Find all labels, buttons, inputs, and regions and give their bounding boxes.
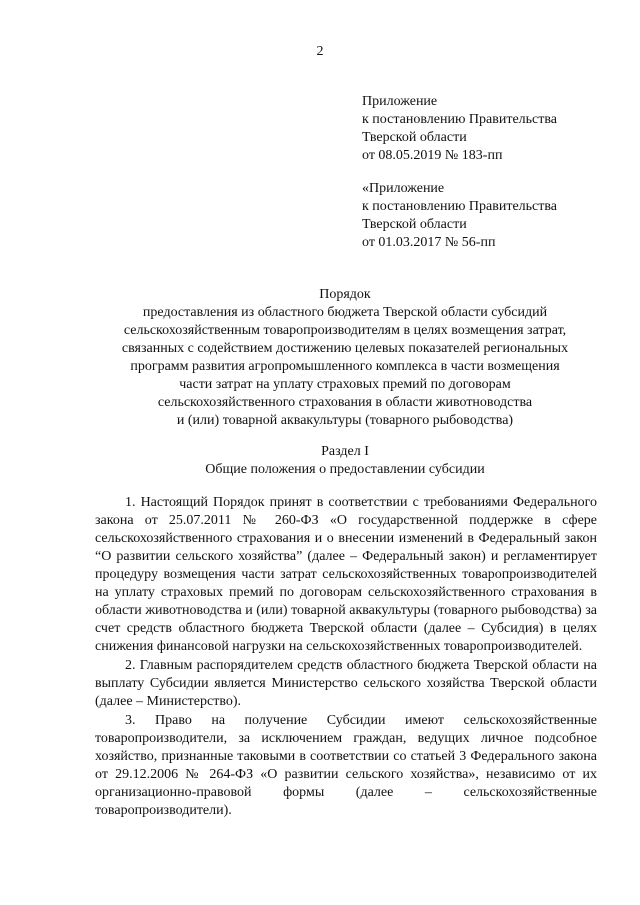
- appendix-original-line2: к постановлению Правительства: [362, 199, 558, 214]
- section-title: Общие положения о предоставлении субсидии: [205, 462, 485, 477]
- appendix-original-line3: Тверской области: [362, 217, 467, 232]
- title-line: предоставления из областного бюджета Тверской области субсидий: [142, 305, 548, 320]
- paragraph-1: 1. Настоящий Порядок принят в соответствии с требованиями Федерального закона от 25.07.2011 № 260-ФЗ «О государственной поддержке в сфере сельскохозяйственного страхования и о внесении изменений в Федеральный закон “О развитии сельского хозяйства” (далее – Федеральный закон) и регламентирует процедуру возмещения части затрат сельскохозяйственных товаропроизводителей на уплату страховых премий по договорам сельскохозяйственного страхования в области животноводства и (или) товарной аквакультуры (товарного рыбоводства) за счет средств областного бюджета Тверской области (далее – Субсидия) в целях снижения финансовой нагрузки на сельскохозяйственных товаропроизводителей.: [95, 495, 597, 654]
- paragraph-3: 3. Право на получение Субсидии имеют сельскохозяйственные товаропроизводители, за исключением граждан, ведущих личное подсобное хозяйство, признанные таковыми в соответствии со статьей 3 Федерального закона от 29.12.2006 № 264-ФЗ «О развитии сельского хозяйства», независимо от их организационно-правовой формы (далее – сельскохозяйственные товаропроизводители).: [95, 713, 597, 818]
- title-heading: Порядок: [319, 287, 371, 302]
- appendix-original-line1: «Приложение: [362, 181, 445, 196]
- appendix-original-line4: от 01.03.2017 № 56-пп: [362, 235, 496, 250]
- appendix-current-reference: [362, 93, 557, 165]
- page-number: 2: [316, 44, 324, 59]
- title-line: и (или) товарной аквакультуры (товарного рыбоводства): [176, 413, 514, 428]
- document-body: [95, 494, 597, 821]
- section-heading: [95, 443, 595, 479]
- section-label: Раздел I: [321, 444, 369, 459]
- appendix-current-line3: Тверской области: [362, 130, 467, 145]
- document-title: [95, 286, 595, 430]
- paragraph-2: 2. Главным распорядителем средств областного бюджета Тверской области на выплату Субсидии является Министерство сельского хозяйства Тверской области (далее – Министерство).: [95, 658, 597, 709]
- appendix-current-line1: Приложение: [362, 94, 438, 109]
- title-line: сельскохозяйственного страхования в области животноводства: [157, 395, 533, 410]
- title-line: части затрат на уплату страховых премий по договорам: [179, 377, 511, 392]
- appendix-current-line2: к постановлению Правительства: [362, 112, 558, 127]
- title-line: связанных с содействием достижению целевых показателей региональных: [121, 341, 569, 356]
- title-line: сельскохозяйственным товаропроизводителям в целях возмещения затрат,: [123, 323, 567, 338]
- title-line: программ развития агропромышленного комплекса в части возмещения: [130, 359, 560, 374]
- appendix-current-line4: от 08.05.2019 № 183-пп: [362, 148, 503, 163]
- appendix-original-reference: [362, 180, 557, 252]
